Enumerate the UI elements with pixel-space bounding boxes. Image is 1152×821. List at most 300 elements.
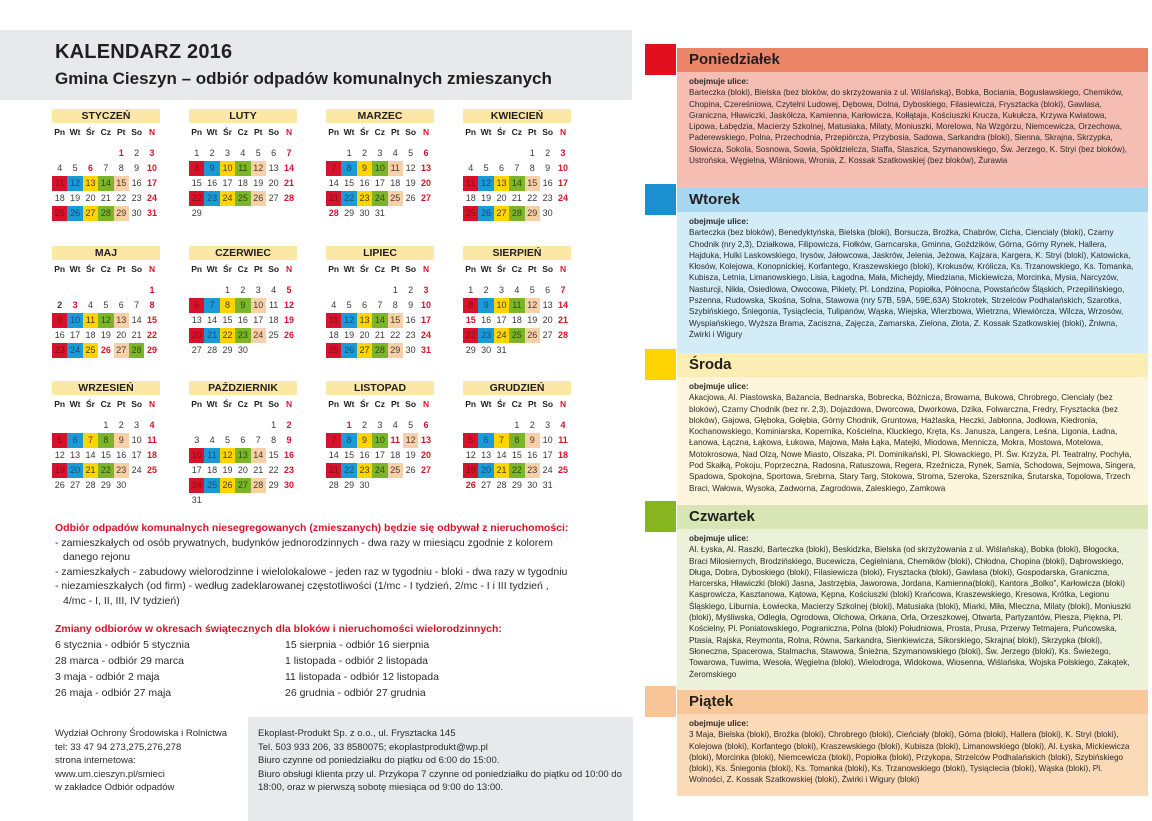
weekday-label: Pn — [465, 264, 477, 274]
day-cell: 21 — [284, 178, 295, 188]
office-name: Wydział Ochrony Środowiska i Rolnictwa — [55, 728, 228, 739]
day-cell: 7 — [326, 161, 341, 176]
week-row — [189, 176, 297, 191]
day-cell: 3 — [224, 148, 230, 158]
company-phone-email: Tel. 503 933 206, 33 8580075; ekoplastprodukt@wp.pl — [258, 741, 488, 753]
weekday-label: Cz — [237, 399, 249, 409]
day-cell: 7 — [83, 433, 98, 448]
week-row — [326, 463, 434, 478]
day-cell: 17 — [542, 450, 553, 460]
day-cell: 13 — [114, 313, 129, 328]
day-cell: 11 — [52, 176, 67, 191]
day-cell: 1 — [346, 148, 352, 158]
day-cell: 12 — [478, 176, 493, 191]
weekday-label: Cz — [374, 399, 386, 409]
day-cell: 24 — [494, 328, 509, 343]
day-cell: 15 — [147, 315, 158, 325]
day-cell: 12 — [284, 300, 295, 310]
day-cell: 19 — [222, 465, 233, 475]
week-row — [52, 418, 160, 433]
day-cell: 10 — [494, 298, 509, 313]
empty-cell — [266, 206, 281, 221]
empty-cell — [326, 283, 341, 298]
month-title: GRUDZIEŃ — [463, 381, 571, 395]
color-swatch — [645, 501, 676, 532]
day-cell: 23 — [542, 193, 553, 203]
day-cell: 25 — [388, 191, 403, 206]
weekday-title: Piątek — [677, 690, 1148, 714]
day-cell: 18 — [328, 330, 339, 340]
website-label: strona internetowa: — [55, 755, 136, 766]
day-cell: 22 — [509, 463, 524, 478]
day-cell: 30 — [284, 480, 295, 490]
day-cell: 4 — [57, 163, 63, 173]
day-cell: 7 — [377, 300, 383, 310]
day-cell: 13 — [421, 435, 432, 445]
empty-cell — [251, 206, 266, 221]
day-cell: 1 — [514, 420, 520, 430]
weekday-label: N — [285, 399, 293, 409]
day-cell: 9 — [545, 163, 551, 173]
info-line: - niezamieszkałych (od firm) - według zadeklarowanej częstotliwości (1/mc - I tydzień, 2/mc - I i III tydzień , — [55, 580, 549, 592]
weekday-label: Śr — [85, 399, 95, 409]
weekday-label: N — [148, 127, 156, 137]
month-calendar — [463, 381, 571, 493]
weekday-label: Pn — [54, 127, 66, 137]
weekday-label: Wt — [343, 264, 355, 274]
day-cell: 26 — [100, 345, 111, 355]
day-cell: 19 — [405, 450, 416, 460]
day-cell: 26 — [284, 330, 295, 340]
day-cell: 20 — [421, 450, 432, 460]
day-cell: 22 — [341, 463, 356, 478]
weekday-label: Wt — [206, 127, 218, 137]
day-cell: 24 — [251, 328, 266, 343]
day-cell: 6 — [423, 148, 429, 158]
weekday-label: So — [268, 264, 280, 274]
day-cell: 16 — [527, 450, 538, 460]
day-cell: 20 — [189, 328, 204, 343]
day-cell: 22 — [390, 330, 401, 340]
empty-cell — [220, 206, 235, 221]
weekday-title: Wtorek — [677, 188, 1148, 212]
week-row — [52, 146, 160, 161]
streets-label: obejmuje ulice: — [689, 534, 749, 543]
day-cell: 30 — [359, 208, 370, 218]
week-row — [463, 328, 571, 343]
day-cell: 11 — [388, 161, 403, 176]
day-cell: 13 — [421, 163, 432, 173]
day-cell: 11 — [326, 313, 341, 328]
day-cell: 30 — [237, 345, 248, 355]
week-row — [326, 283, 434, 298]
weekday-label: Śr — [359, 399, 369, 409]
weekday-label: N — [559, 264, 567, 274]
changes-left-col — [55, 637, 285, 701]
day-cell: 17 — [253, 315, 264, 325]
week-row — [52, 343, 160, 358]
weekday-header — [463, 262, 571, 277]
week-row — [189, 313, 297, 328]
streets-list — [677, 377, 1148, 517]
empty-cell — [52, 146, 67, 161]
streets-list — [677, 212, 1148, 368]
weekday-label: Cz — [237, 264, 249, 274]
empty-cell — [388, 206, 403, 221]
day-cell: 5 — [483, 163, 489, 173]
empty-cell — [281, 206, 296, 221]
week-row — [463, 206, 571, 221]
month-title: CZERWIEC — [189, 246, 297, 260]
week-row — [189, 328, 297, 343]
day-cell: 20 — [496, 193, 507, 203]
day-cell: 22 — [189, 191, 204, 206]
day-cell: 26 — [54, 480, 65, 490]
day-cell: 25 — [204, 478, 219, 493]
day-cell: 28 — [98, 206, 113, 221]
week-row — [189, 448, 297, 463]
weekday-label: Wt — [69, 264, 81, 274]
change-item: 1 listopada - odbiór 2 listopada — [285, 655, 429, 667]
day-cell: 25 — [83, 343, 98, 358]
day-cell: 11 — [235, 161, 250, 176]
week-row — [189, 283, 297, 298]
month-title: MARZEC — [326, 109, 434, 123]
day-cell: 19 — [344, 330, 355, 340]
day-cell: 26 — [251, 191, 266, 206]
empty-cell — [67, 146, 82, 161]
change-item: 3 maja - odbiór 2 maja — [55, 671, 160, 683]
changes-right-col — [285, 637, 585, 701]
day-cell: 30 — [359, 480, 370, 490]
day-cell: 23 — [405, 330, 416, 340]
day-cell: 2 — [209, 148, 215, 158]
month-title: KWIECIEŃ — [463, 109, 571, 123]
day-cell: 21 — [83, 463, 98, 478]
day-cell: 7 — [326, 433, 341, 448]
day-cell: 6 — [423, 420, 429, 430]
week-row — [189, 146, 297, 161]
day-cell: 29 — [191, 208, 202, 218]
day-cell: 17 — [374, 178, 385, 188]
empty-cell — [326, 146, 341, 161]
day-cell: 13 — [494, 176, 509, 191]
website-link[interactable]: www.um.cieszyn.pl/smieci — [55, 768, 165, 780]
day-cell: 6 — [361, 300, 367, 310]
day-cell: 25 — [326, 343, 341, 358]
weekday-label: Cz — [237, 127, 249, 137]
day-cell: 24 — [67, 343, 82, 358]
day-cell: 25 — [558, 465, 569, 475]
color-swatch — [645, 44, 676, 75]
weekday-label: Wt — [69, 127, 81, 137]
day-cell: 9 — [52, 313, 67, 328]
weekday-label: Pt — [117, 399, 126, 409]
day-cell: 9 — [286, 435, 292, 445]
weekday-label: Śr — [496, 127, 506, 137]
weekday-label: Pt — [254, 264, 263, 274]
streets-text: 3 Maja, Bielska (bloki), Brożka (bloki), Chrobrego (bloki), Cieńciały (bloki), Górna (bloki), Hallera (bloki), K. Stryi (bloki), Kolejowa (bloki), Korfantego (bloki), Kraszewskiego (bloki), Kubisza (bloki), Limanowskiego (bloki), Al. Łyska, Mickiewicza (bloki), Morcinka (bloki), Niemcewicza (bloki), Popiołka (bloki), Przykopa, Strzelców Podhalańskich (bloki), Szybińskiego (bloki), Ks. Śniegonia (bloki), Ks. Tomanka (bloki), Ks. Trzanowskiego (bloki), Tysiąclecia (bloki), Wąska (bloki), Pl. Wolności, Z. Kossak Szatkowskiej (bloki), Żwirki i Wigury (bloki) — [689, 730, 1130, 785]
weekday-label: Pn — [191, 127, 203, 137]
weekday-label: Cz — [511, 399, 523, 409]
change-item: 6 stycznia - odbiór 5 stycznia — [55, 639, 190, 651]
day-cell: 31 — [496, 345, 507, 355]
day-cell: 14 — [98, 176, 113, 191]
day-cell: 22 — [463, 328, 478, 343]
weekday-label: Śr — [359, 127, 369, 137]
empty-cell — [189, 283, 204, 298]
weekday-label: Cz — [100, 127, 112, 137]
day-cell: 27 — [235, 478, 250, 493]
day-cell: 30 — [527, 480, 538, 490]
week-row — [463, 418, 571, 433]
empty-cell — [463, 418, 478, 433]
day-cell: 17 — [421, 315, 432, 325]
day-cell: 18 — [147, 450, 158, 460]
day-cell: 12 — [98, 313, 113, 328]
day-cell: 14 — [496, 450, 507, 460]
empty-cell — [83, 146, 98, 161]
day-cell: 24 — [542, 465, 553, 475]
day-cell: 27 — [268, 193, 279, 203]
day-cell: 11 — [509, 298, 524, 313]
week-row — [463, 478, 571, 493]
weekday-header — [326, 262, 434, 277]
day-cell: 20 — [359, 330, 370, 340]
week-row — [52, 206, 160, 221]
day-cell: 6 — [189, 298, 204, 313]
day-cell: 4 — [271, 285, 277, 295]
day-cell: 26 — [525, 328, 540, 343]
weekday-header — [189, 262, 297, 277]
weekday-label: Pn — [465, 127, 477, 137]
weekday-label: Pt — [528, 264, 537, 274]
week-row — [52, 313, 160, 328]
day-cell: 18 — [558, 450, 569, 460]
day-cell: 17 — [222, 178, 233, 188]
day-cell: 18 — [237, 178, 248, 188]
day-cell: 27 — [83, 206, 98, 221]
day-cell: 5 — [408, 148, 414, 158]
info-line: danego rejonu — [63, 551, 131, 563]
month-title: WRZESIEŃ — [52, 381, 160, 395]
empty-cell — [83, 418, 98, 433]
day-cell: 28 — [207, 345, 218, 355]
empty-cell — [281, 343, 296, 358]
day-cell: 12 — [54, 450, 65, 460]
week-row — [463, 448, 571, 463]
weekday-label: So — [542, 399, 554, 409]
day-cell: 8 — [341, 433, 356, 448]
day-cell: 14 — [284, 163, 295, 173]
color-swatch — [645, 686, 676, 717]
day-cell: 8 — [392, 300, 398, 310]
empty-cell — [98, 146, 113, 161]
day-cell: 17 — [131, 450, 142, 460]
streets-text: Akacjowa, Al. Piastowska, Bażancia, Bednarska, Bobrecka, Bóżnicza, Browarna, Bukowa, Chrobrego, Cienciały (bez bloków), Czarny Chodnik (bez nr. 2,3), Dojazdowa, Dworcowa, Dworkowa, Dzika, Folwarczna, Fredry, Frysztacka (bez bloków), Gajowa, Głęboka, Gołębia, Górny Chodnik, Gruntowa, Hażlaska, Heczki, Jabłonna, Jodłowa, Kiedronia, Kochanowskiego, Kominiarska, Kopernika, Kościelna, Kluckiego, Kręta, Ks. Janusza, Langera, Leśna, Ligonia, Ładna, Łanowa, Łączna, Łąkowa, Łukowa, Majowa, Mała Łąka, Matejki, Miodowa, Mennicza, Mokra, Mostowa, Motelowa, Motokrosowa, Nad Olzą, Nowe Miasto, Olszaka, Pl. Dominikański, Pl. Słowackiego, Pl. Św. Krzyża, Pl. Teatralny, Pochyła, Pod Skałką, Pokoju, Poprzeczna, Radosna, Ratuszowa, Regera, Rzeźnicza, Rynek, Samia, Schodowa, Sejmowa, Singera, Spadowa, Spokojna, Sportowa, Srebrna, Stary Targ, Stokowa, Stroma, Szeroka, Szersznika, Śrutarska, Topolowa, Trzech Braci, Wałowa, Wysoka, Zadworna, Zagrodowa, Zaleskiego, Zamkowa — [689, 393, 1136, 493]
week-row — [463, 146, 571, 161]
day-cell: 23 — [525, 463, 540, 478]
changes-title: Zmiany odbiorów w okresach świątecznych dla bloków i nieruchomości wielorodzinnych: — [55, 623, 502, 635]
day-cell: 5 — [346, 300, 352, 310]
month-title: STYCZEŃ — [52, 109, 160, 123]
day-cell: 13 — [235, 448, 250, 463]
week-row — [52, 161, 160, 176]
day-cell: 12 — [465, 450, 476, 460]
day-cell: 16 — [131, 178, 142, 188]
empty-cell — [403, 206, 418, 221]
weekday-label: Cz — [511, 127, 523, 137]
day-cell: 19 — [100, 330, 111, 340]
day-cell: 6 — [271, 148, 277, 158]
day-cell: 1 — [346, 420, 352, 430]
empty-cell — [555, 478, 570, 493]
day-cell: 26 — [220, 478, 235, 493]
weekday-label: N — [559, 127, 567, 137]
day-cell: 15 — [344, 450, 355, 460]
day-cell: 15 — [114, 176, 129, 191]
weekday-label: Pt — [117, 127, 126, 137]
day-cell: 6 — [67, 433, 82, 448]
empty-cell — [52, 283, 67, 298]
weekday-label: Pt — [528, 127, 537, 137]
day-cell: 10 — [421, 300, 432, 310]
day-cell: 11 — [463, 176, 478, 191]
empty-cell — [494, 146, 509, 161]
empty-cell — [67, 283, 82, 298]
day-cell: 28 — [328, 208, 339, 218]
week-row — [189, 493, 297, 508]
week-row — [326, 343, 434, 358]
info-line: - zamieszkałych od osób prywatnych, budynków jednorodzinnych - dwa razy w miesiącu zgodnie z kolorem — [55, 536, 553, 549]
empty-cell — [67, 418, 82, 433]
day-cell: 8 — [463, 298, 478, 313]
day-cell: 16 — [542, 178, 553, 188]
day-cell: 10 — [189, 448, 204, 463]
weekday-label: So — [542, 264, 554, 274]
day-cell: 14 — [558, 300, 569, 310]
day-cell: 2 — [361, 420, 367, 430]
day-cell: 15 — [268, 450, 279, 460]
weekday-section — [658, 44, 1148, 205]
day-cell: 16 — [54, 330, 65, 340]
day-cell: 14 — [131, 315, 142, 325]
week-row — [326, 418, 434, 433]
day-cell: 7 — [255, 435, 261, 445]
day-cell: 2 — [134, 148, 140, 158]
day-cell: 4 — [392, 420, 398, 430]
week-row — [189, 463, 297, 478]
streets-text: Barteczka (bez bloków), Benedyktyńska, Bielska (bloki), Borsucza, Brożka, Chabrów, Cicha, Ciencialy (bloki), Czarny Chodnik (nry 2,3), Działkowa, Filipowicza, Fiołków, Garncarska, Gminna, Goździków, Górna, Górny Rynek, Hallera, Hajduka, Hulki Laskowskiego, Irysów, Jałowcowa, Jaskrów, Jelenia, Jeżowa, Kajzara, Kargera, K. Stryi (bloki), Katowicka, Kłosów, Kolejowa, Konopnickiej, Korfantego, Kraszewskiego (bloki), Krokusów, Królicza, Ks. Trzanowskiego, Ks. Tomanka, Kubisza, Letnia, Limanowskiego, Lisia, Łagodna, Mała, Michejdy, Miedziana, Mickiewicza, Morcinka, Mysia, Narcyzów, Nasturcji, Nikła, Osiedlowa, Owocowa, Pikiety, Pl. Londzina, Popiołka, Północna, Powstańców Śląskich, Przepilińskiego, Pszenna, Rudowska, Skośna, Solna, Stawowa (nry 57B, 59A, 59E,63A) Stokrotek, Strzelców Podhalańskich, Szarotka, Szybińskiego, Śniegonia, Tysiąclecia, Tulipanów, Wąska, Wiejska, Wierzbowa, Wietrzna, Wiewiórcza, Wilcza, Wrzosów, Wyspiańskiego, Wyższa Brama, Zaciszna, Zajęcza, Zamarska, Zielona, Złota, Z. Kossak Szatkowskiej (bloki), Żniwna, Żwirki i Wigury — [689, 228, 1134, 339]
day-cell: 4 — [560, 420, 566, 430]
company-contact — [248, 717, 633, 821]
streets-label: obejmuje ulice: — [689, 382, 749, 391]
day-cell: 4 — [240, 148, 246, 158]
empty-cell — [204, 206, 219, 221]
weekday-section — [658, 686, 1148, 799]
day-cell: 25 — [235, 191, 250, 206]
day-cell: 27 — [421, 193, 432, 203]
day-cell: 23 — [357, 463, 372, 478]
month-calendar — [189, 381, 297, 508]
day-cell: 6 — [545, 285, 551, 295]
weekday-header — [189, 397, 297, 412]
day-cell: 20 — [116, 330, 127, 340]
weekday-label: Pn — [465, 399, 477, 409]
weekday-label: So — [268, 127, 280, 137]
day-cell: 25 — [52, 206, 67, 221]
day-cell: 19 — [70, 193, 81, 203]
empty-cell — [220, 418, 235, 433]
day-cell: 9 — [204, 161, 219, 176]
change-item: 26 maja - odbiór 27 maja — [55, 687, 172, 699]
day-cell: 10 — [131, 435, 142, 445]
week-row — [52, 478, 160, 493]
info-title: Odbiór odpadów komunalnych niesegregowanych (zmieszanych) będzie się odbywał z nieruchomości: — [55, 522, 569, 534]
day-cell: 19 — [481, 193, 492, 203]
week-row — [326, 206, 434, 221]
day-cell: 18 — [54, 193, 65, 203]
day-cell: 22 — [268, 465, 279, 475]
weekday-label: So — [405, 127, 417, 137]
weekday-label: Wt — [480, 127, 492, 137]
weekday-label: N — [422, 127, 430, 137]
empty-cell — [52, 418, 67, 433]
week-row — [52, 433, 160, 448]
streets-text: Al. Łyska, Al. Raszki, Barteczka (bloki), Beskidzka, Bielska (od skrzyżowania z ul. Wiślańską), Bobka (bloki), Błogocka, Braci Miłosiernych, Brodzińskiego, Bucewicza, Cegielniana, Chemików (bloki), Chłodna, Chopina (bloki), Dąbrowskiego, Długa, Dobra, Dyboskiego (bloki), Filasiewicza (bloki), Frysztacka (bloki), Gawlasa (bloki), Gospodarska, Graniczna, Harcerska, Hławiczki (bloki) Jasna, Jastrzębia, Jaworowa, Jordana, Kamienna(bloki), Kantora „Bolko”, Karłowicza (bloki) Kasprowicza, Kasztanowa, Kątowa, Kępna, Kościuszki (bloki) Krańcowa, Kraszewskiego, Kresowa, Krótka, Legionu Śląskiego, Liburnia, Łowiecka, Macierzy Szkolnej (bloki), Matusiaka (bloki), Miarki, Miła, Mleczna, Milaty (bloki), Moniuszki (bloki), Myśliwska, Odległa, Ogrodowa, Olchowa, Orkana, Orla, Orzeszkowej, Otwarta, Partyzantów, Piesza, Piękna, Pl. Kościelny, Pl. Poniatowskiego, Pograniczna, Polna (bloki) Południowa, Prosta, Prusa, Przerwy Tetmajera, Puńcowska, Ptasia, Rajska, Reymonta, Rolna, Równa, Sarkandra, Sienkiewicza, Sikorskiego, Skrajna( bloki), Skrzypka (bloki), Słoneczna, Spacerowa, Stalmacha, Stawowa, Śnieżna, Szymanowskiego (bloki), Św. Jerzego (bloki), Ks. Świeżego, Towarowa, Tuwima, Wesoła, Węgielna (bloki), Wielodroga, Widokowa, Wiosenna, Wiślańska, Wojska Polskiego, Zakątek, Żeromskiego — [689, 545, 1131, 679]
week-row — [463, 176, 571, 191]
day-cell: 24 — [558, 193, 569, 203]
day-cell: 14 — [251, 448, 266, 463]
day-cell: 4 — [87, 300, 93, 310]
day-cell: 5 — [286, 285, 292, 295]
weekday-label: So — [131, 127, 143, 137]
day-cell: 16 — [116, 450, 127, 460]
day-cell: 27 — [542, 330, 553, 340]
weekday-label: So — [131, 264, 143, 274]
month-title: LISTOPAD — [326, 381, 434, 395]
day-cell: 3 — [498, 285, 504, 295]
day-cell: 26 — [478, 206, 493, 221]
day-cell: 24 — [220, 191, 235, 206]
day-cell: 6 — [478, 433, 493, 448]
empty-cell — [388, 478, 403, 493]
weekday-header — [52, 125, 160, 140]
day-cell: 20 — [67, 463, 82, 478]
day-cell: 26 — [341, 343, 356, 358]
weekday-label: Śr — [496, 264, 506, 274]
empty-cell — [463, 146, 478, 161]
day-cell: 3 — [560, 148, 566, 158]
day-cell: 9 — [235, 298, 250, 313]
day-cell: 15 — [344, 178, 355, 188]
day-cell: 25 — [388, 463, 403, 478]
weekday-label: Pt — [528, 399, 537, 409]
day-cell: 5 — [463, 433, 478, 448]
day-cell: 10 — [558, 163, 569, 173]
weekday-section — [658, 349, 1148, 520]
week-row — [52, 463, 160, 478]
empty-cell — [418, 478, 433, 493]
day-cell: 5 — [255, 148, 261, 158]
day-cell: 13 — [70, 450, 81, 460]
day-cell: 21 — [253, 465, 264, 475]
day-cell: 31 — [147, 208, 158, 218]
weekday-label: Wt — [480, 399, 492, 409]
empty-cell — [509, 343, 524, 358]
empty-cell — [204, 493, 219, 508]
day-cell: 12 — [525, 298, 540, 313]
